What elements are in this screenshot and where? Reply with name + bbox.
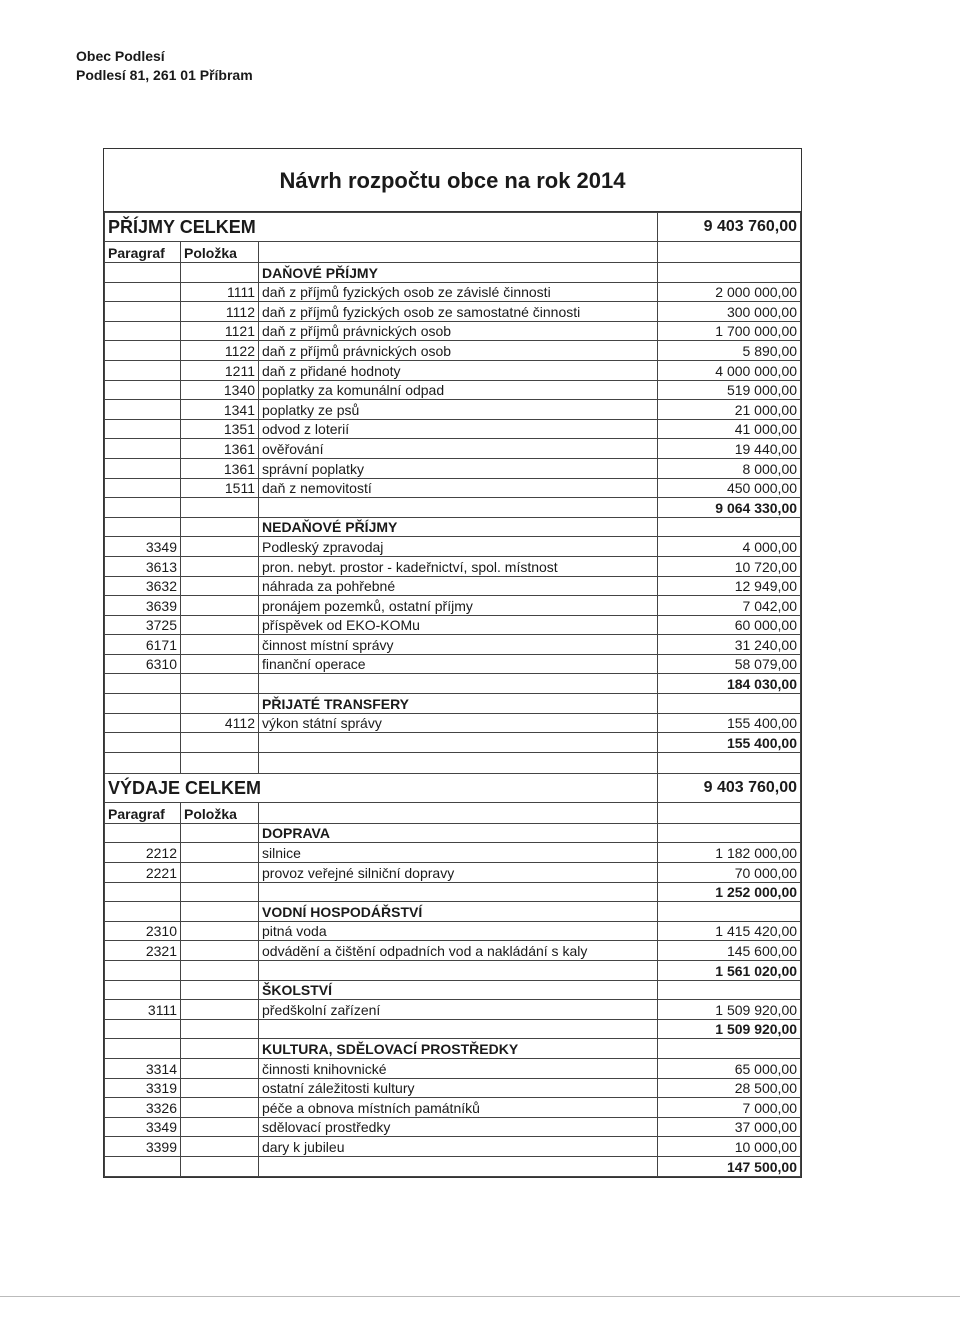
subtotal-paragraf-cell <box>105 961 181 981</box>
category-amount-cell <box>658 1039 801 1059</box>
description-cell: odvod z loterií <box>259 419 658 439</box>
table-row <box>105 1098 801 1118</box>
spacer-cell <box>105 752 181 773</box>
paragraf-cell: 2310 <box>105 921 181 941</box>
description-cell: finanční operace <box>259 654 658 674</box>
table-row <box>105 615 801 635</box>
polozka-cell: 1351 <box>181 419 259 439</box>
budget-table-body <box>105 213 801 1177</box>
description-cell: daň z přidané hodnoty <box>259 360 658 380</box>
polozka-cell: 1112 <box>181 302 259 322</box>
amount-cell: 65 000,00 <box>658 1058 801 1078</box>
amount-cell: 1 182 000,00 <box>658 843 801 863</box>
column-header-amount <box>658 802 801 823</box>
amount-cell: 155 400,00 <box>658 713 801 733</box>
polozka-cell: 1122 <box>181 341 259 361</box>
polozka-cell <box>181 596 259 616</box>
subtotal-description-cell <box>259 882 658 902</box>
polozka-cell: 1511 <box>181 478 259 498</box>
spacer-cell <box>658 752 801 773</box>
description-cell: činnost místní správy <box>259 635 658 655</box>
amount-cell: 60 000,00 <box>658 615 801 635</box>
table-row <box>105 713 801 733</box>
subtotal-polozka-cell <box>181 733 259 753</box>
description-cell: silnice <box>259 843 658 863</box>
column-header-polozka: Položka <box>181 242 259 263</box>
category-name: DOPRAVA <box>259 823 658 843</box>
amount-cell: 10 720,00 <box>658 556 801 576</box>
category-name: VODNÍ HOSPODÁŘSTVÍ <box>259 902 658 922</box>
category-paragraf-cell <box>105 263 181 283</box>
amount-cell: 1 700 000,00 <box>658 321 801 341</box>
category-paragraf-cell <box>105 1039 181 1059</box>
paragraf-cell <box>105 439 181 459</box>
category-polozka-cell <box>181 980 259 1000</box>
category-paragraf-cell <box>105 823 181 843</box>
category-paragraf-cell <box>105 517 181 537</box>
amount-cell: 28 500,00 <box>658 1078 801 1098</box>
subtotal-amount: 1 509 920,00 <box>658 1019 801 1039</box>
polozka-cell: 1121 <box>181 321 259 341</box>
spacer-row <box>105 752 801 773</box>
subtotal-paragraf-cell <box>105 674 181 694</box>
subtotal-amount: 155 400,00 <box>658 733 801 753</box>
category-amount-cell <box>658 980 801 1000</box>
amount-cell: 19 440,00 <box>658 439 801 459</box>
column-header-paragraf: Paragraf <box>105 242 181 263</box>
table-row <box>105 537 801 557</box>
paragraf-cell: 2221 <box>105 863 181 883</box>
description-cell: náhrada za pohřebné <box>259 576 658 596</box>
category-polozka-cell <box>181 263 259 283</box>
category-paragraf-cell <box>105 980 181 1000</box>
paragraf-cell <box>105 302 181 322</box>
page-bottom-line <box>0 1296 960 1297</box>
category-header-row <box>105 517 801 537</box>
paragraf-cell <box>105 400 181 420</box>
category-polozka-cell <box>181 1039 259 1059</box>
table-row <box>105 1137 801 1157</box>
description-cell: ověřování <box>259 439 658 459</box>
table-row <box>105 439 801 459</box>
table-row <box>105 302 801 322</box>
description-cell: pronájem pozemků, ostatní příjmy <box>259 596 658 616</box>
polozka-cell <box>181 921 259 941</box>
category-polozka-cell <box>181 694 259 714</box>
table-row <box>105 360 801 380</box>
table-row <box>105 556 801 576</box>
table-row <box>105 843 801 863</box>
column-header-paragraf: Paragraf <box>105 802 181 823</box>
subtotal-amount: 184 030,00 <box>658 674 801 694</box>
subtotal-paragraf-cell <box>105 733 181 753</box>
description-cell: ostatní záležitosti kultury <box>259 1078 658 1098</box>
table-row <box>105 1117 801 1137</box>
category-paragraf-cell <box>105 694 181 714</box>
polozka-cell <box>181 1000 259 1020</box>
income-column-header-row <box>105 242 801 263</box>
amount-cell: 450 000,00 <box>658 478 801 498</box>
municipality-address: Podlesí 81, 261 01 Příbram <box>76 67 253 83</box>
table-row <box>105 341 801 361</box>
paragraf-cell: 3349 <box>105 1117 181 1137</box>
description-cell: pron. nebyt. prostor - kadeřnictví, spol. místnost <box>259 556 658 576</box>
amount-cell: 10 000,00 <box>658 1137 801 1157</box>
description-cell: poplatky ze psů <box>259 400 658 420</box>
amount-cell: 4 000 000,00 <box>658 360 801 380</box>
paragraf-cell: 2212 <box>105 843 181 863</box>
subtotal-amount: 1 561 020,00 <box>658 961 801 981</box>
description-cell: poplatky za komunální odpad <box>259 380 658 400</box>
subtotal-paragraf-cell <box>105 1019 181 1039</box>
description-cell: Podleský zpravodaj <box>259 537 658 557</box>
polozka-cell <box>181 1098 259 1118</box>
spacer-cell <box>181 752 259 773</box>
subtotal-amount: 9 064 330,00 <box>658 498 801 518</box>
category-polozka-cell <box>181 823 259 843</box>
paragraf-cell <box>105 419 181 439</box>
polozka-cell <box>181 1078 259 1098</box>
table-row <box>105 458 801 478</box>
subtotal-row <box>105 882 801 902</box>
amount-cell: 519 000,00 <box>658 380 801 400</box>
polozka-cell <box>181 941 259 961</box>
paragraf-cell: 3349 <box>105 537 181 557</box>
expenses-column-header-row <box>105 802 801 823</box>
category-amount-cell <box>658 823 801 843</box>
subtotal-polozka-cell <box>181 1156 259 1176</box>
paragraf-cell <box>105 380 181 400</box>
description-cell: předškolní zařízení <box>259 1000 658 1020</box>
category-paragraf-cell <box>105 902 181 922</box>
paragraf-cell <box>105 341 181 361</box>
expenses-total: 9 403 760,00 <box>658 773 801 802</box>
income-total-row <box>105 213 801 242</box>
polozka-cell: 1341 <box>181 400 259 420</box>
amount-cell: 41 000,00 <box>658 419 801 439</box>
paragraf-cell: 3399 <box>105 1137 181 1157</box>
column-header-amount <box>658 242 801 263</box>
description-cell: příspěvek od EKO-KOMu <box>259 615 658 635</box>
document-header <box>76 47 253 85</box>
paragraf-cell: 3613 <box>105 556 181 576</box>
description-cell: daň z příjmů fyzických osob ze samostatné činnosti <box>259 302 658 322</box>
category-name: KULTURA, SDĚLOVACÍ PROSTŘEDKY <box>259 1039 658 1059</box>
subtotal-description-cell <box>259 1156 658 1176</box>
table-row <box>105 478 801 498</box>
amount-cell: 21 000,00 <box>658 400 801 420</box>
amount-cell: 8 000,00 <box>658 458 801 478</box>
subtotal-polozka-cell <box>181 674 259 694</box>
description-cell: daň z příjmů právnických osob <box>259 341 658 361</box>
category-amount-cell <box>658 694 801 714</box>
paragraf-cell: 3725 <box>105 615 181 635</box>
subtotal-row <box>105 733 801 753</box>
expenses-label: VÝDAJE CELKEM <box>105 773 658 802</box>
category-header-row <box>105 263 801 283</box>
category-amount-cell <box>658 902 801 922</box>
table-row <box>105 380 801 400</box>
category-header-row <box>105 823 801 843</box>
polozka-cell: 1211 <box>181 360 259 380</box>
amount-cell: 70 000,00 <box>658 863 801 883</box>
description-cell: provoz veřejné silniční dopravy <box>259 863 658 883</box>
polozka-cell <box>181 863 259 883</box>
polozka-cell <box>181 556 259 576</box>
description-cell: výkon státní správy <box>259 713 658 733</box>
paragraf-cell: 3632 <box>105 576 181 596</box>
table-row <box>105 941 801 961</box>
subtotal-row <box>105 498 801 518</box>
category-polozka-cell <box>181 902 259 922</box>
subtotal-row <box>105 1156 801 1176</box>
polozka-cell: 4112 <box>181 713 259 733</box>
table-row <box>105 654 801 674</box>
budget-document <box>103 148 802 1178</box>
income-total: 9 403 760,00 <box>658 213 801 242</box>
polozka-cell: 1340 <box>181 380 259 400</box>
polozka-cell <box>181 1117 259 1137</box>
amount-cell: 12 949,00 <box>658 576 801 596</box>
paragraf-cell: 3111 <box>105 1000 181 1020</box>
amount-cell: 7 042,00 <box>658 596 801 616</box>
description-cell: pitná voda <box>259 921 658 941</box>
polozka-cell: 1361 <box>181 439 259 459</box>
amount-cell: 5 890,00 <box>658 341 801 361</box>
category-name: ŠKOLSTVÍ <box>259 980 658 1000</box>
column-header-description <box>259 802 658 823</box>
polozka-cell: 1111 <box>181 282 259 302</box>
income-label: PŘÍJMY CELKEM <box>105 213 658 242</box>
subtotal-amount: 147 500,00 <box>658 1156 801 1176</box>
paragraf-cell: 3326 <box>105 1098 181 1118</box>
subtotal-row <box>105 674 801 694</box>
category-name: DAŇOVÉ PŘÍJMY <box>259 263 658 283</box>
amount-cell: 2 000 000,00 <box>658 282 801 302</box>
category-name: PŘIJATÉ TRANSFERY <box>259 694 658 714</box>
paragraf-cell: 2321 <box>105 941 181 961</box>
subtotal-description-cell <box>259 1019 658 1039</box>
table-row <box>105 1058 801 1078</box>
description-cell: činnosti knihovnické <box>259 1058 658 1078</box>
amount-cell: 58 079,00 <box>658 654 801 674</box>
amount-cell: 1 509 920,00 <box>658 1000 801 1020</box>
table-row <box>105 1000 801 1020</box>
category-polozka-cell <box>181 517 259 537</box>
category-amount-cell <box>658 263 801 283</box>
category-header-row <box>105 694 801 714</box>
amount-cell: 31 240,00 <box>658 635 801 655</box>
subtotal-description-cell <box>259 961 658 981</box>
description-cell: daň z příjmů právnických osob <box>259 321 658 341</box>
table-row <box>105 321 801 341</box>
table-row <box>105 1078 801 1098</box>
category-header-row <box>105 902 801 922</box>
paragraf-cell: 3314 <box>105 1058 181 1078</box>
table-row <box>105 282 801 302</box>
category-amount-cell <box>658 517 801 537</box>
subtotal-description-cell <box>259 733 658 753</box>
polozka-cell <box>181 1137 259 1157</box>
polozka-cell <box>181 654 259 674</box>
paragraf-cell: 6171 <box>105 635 181 655</box>
polozka-cell: 1361 <box>181 458 259 478</box>
paragraf-cell: 3319 <box>105 1078 181 1098</box>
description-cell: daň z nemovitostí <box>259 478 658 498</box>
amount-cell: 7 000,00 <box>658 1098 801 1118</box>
polozka-cell <box>181 635 259 655</box>
polozka-cell <box>181 537 259 557</box>
description-cell: dary k jubileu <box>259 1137 658 1157</box>
subtotal-description-cell <box>259 674 658 694</box>
amount-cell: 4 000,00 <box>658 537 801 557</box>
polozka-cell <box>181 1058 259 1078</box>
polozka-cell <box>181 843 259 863</box>
description-cell: péče a obnova místních památníků <box>259 1098 658 1118</box>
subtotal-polozka-cell <box>181 882 259 902</box>
amount-cell: 145 600,00 <box>658 941 801 961</box>
spacer-cell <box>259 752 658 773</box>
table-row <box>105 596 801 616</box>
polozka-cell <box>181 615 259 635</box>
subtotal-paragraf-cell <box>105 882 181 902</box>
amount-cell: 1 415 420,00 <box>658 921 801 941</box>
subtotal-description-cell <box>259 498 658 518</box>
description-cell: správní poplatky <box>259 458 658 478</box>
subtotal-polozka-cell <box>181 498 259 518</box>
column-header-polozka: Položka <box>181 802 259 823</box>
category-header-row <box>105 1039 801 1059</box>
paragraf-cell: 3639 <box>105 596 181 616</box>
table-row <box>105 635 801 655</box>
subtotal-polozka-cell <box>181 961 259 981</box>
subtotal-row <box>105 1019 801 1039</box>
description-cell: sdělovací prostředky <box>259 1117 658 1137</box>
subtotal-row <box>105 961 801 981</box>
table-row <box>105 921 801 941</box>
category-header-row <box>105 980 801 1000</box>
table-row <box>105 400 801 420</box>
paragraf-cell <box>105 321 181 341</box>
paragraf-cell <box>105 282 181 302</box>
amount-cell: 300 000,00 <box>658 302 801 322</box>
polozka-cell <box>181 576 259 596</box>
table-row <box>105 863 801 883</box>
municipality-name: Obec Podlesí <box>76 48 165 64</box>
subtotal-polozka-cell <box>181 1019 259 1039</box>
column-header-description <box>259 242 658 263</box>
subtotal-amount: 1 252 000,00 <box>658 882 801 902</box>
subtotal-paragraf-cell <box>105 1156 181 1176</box>
description-cell: daň z příjmů fyzických osob ze závislé činnosti <box>259 282 658 302</box>
table-row <box>105 419 801 439</box>
paragraf-cell <box>105 458 181 478</box>
paragraf-cell <box>105 478 181 498</box>
amount-cell: 37 000,00 <box>658 1117 801 1137</box>
paragraf-cell <box>105 713 181 733</box>
expenses-total-row <box>105 773 801 802</box>
subtotal-paragraf-cell <box>105 498 181 518</box>
paragraf-cell <box>105 360 181 380</box>
table-row <box>105 576 801 596</box>
category-name: NEDAŇOVÉ PŘÍJMY <box>259 517 658 537</box>
description-cell: odvádění a čištění odpadních vod a nakládání s kaly <box>259 941 658 961</box>
document-title: Návrh rozpočtu obce na rok 2014 <box>104 149 801 212</box>
paragraf-cell: 6310 <box>105 654 181 674</box>
budget-table <box>104 212 801 1177</box>
